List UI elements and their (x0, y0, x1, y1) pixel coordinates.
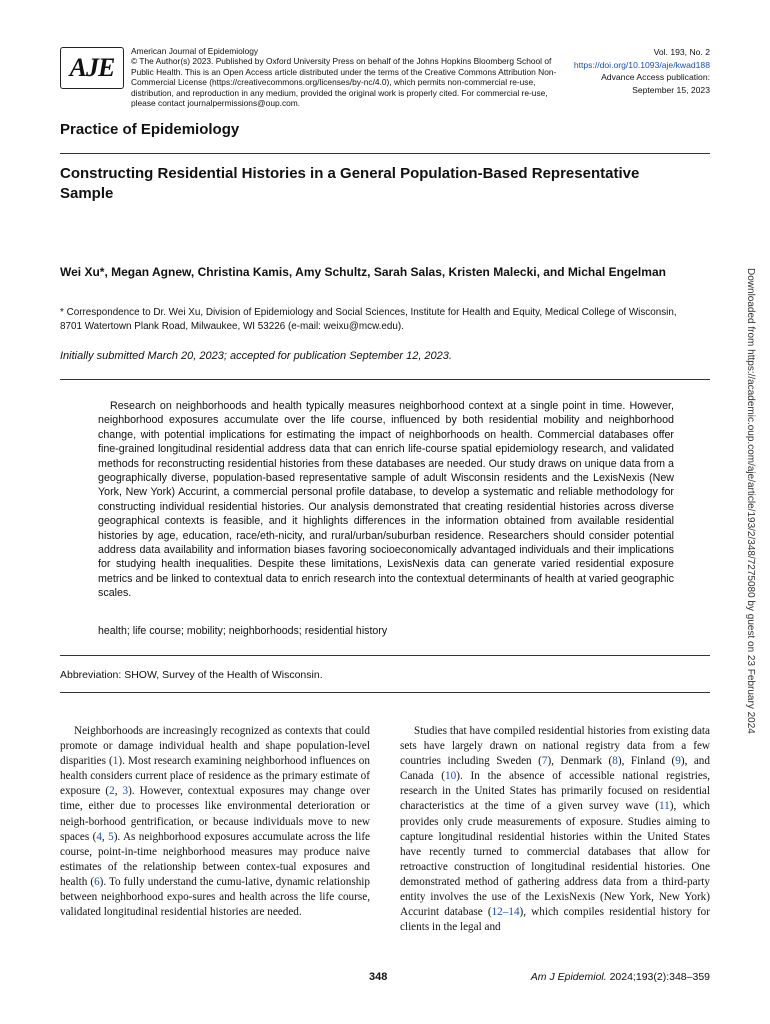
abstract-top-divider (60, 379, 710, 380)
citation-link[interactable]: 7 (541, 755, 548, 768)
footer-citation (531, 971, 710, 983)
section-heading: Practice of Epidemiology (60, 121, 240, 138)
copyright-notice: © The Author(s) 2023. Published by Oxford University Press on behalf of the Johns Hopkins Bloomberg School of Public Health. This is an Open Access article distributed under the terms of the Creative Commons Attribution Non-Commercial License (https://creativecommons.org/licenses/by-nc/4.0), which permits non-commercial re-use, distribution, and reproduction in any medium, provided the original work is properly cited. For commercial re-use, please contact journalpermissions@oup.com. (131, 56, 557, 109)
page-number: 348 (369, 971, 388, 983)
header-copyright-block (131, 46, 561, 108)
body-column-right: Studies that have compiled residential histories from existing data sets have largely drawn on national registry data from a few countries including Sweden (7), Denmark (8), Finland (9), and Canada (10). In the absence of accessible national registries, research in the United States has primarily focused on residential characteristics at the time of a given survey wave (11), which provides only crude measurements of exposure. Studies aiming to capture longitudinal residential histories within the United States have recently turned to commercial databases that allow for retroactive construction of longitudinal residential histories. One demonstrated method of gathering address data from a third-party entity involves the use of the LexisNexis (New York, New York) Accurint database (12–14), which compiles residential history for clients in the legal and (400, 725, 710, 934)
advance-access-label: Advance Access publication: (601, 72, 710, 83)
citation-link[interactable]: 8 (612, 755, 618, 768)
article-title: Constructing Residential Histories in a General Population-Based Representative Sample (60, 165, 640, 202)
keywords-divider (60, 655, 710, 656)
abbreviation-note: Abbreviation: SHOW, Survey of the Health of Wisconsin. (60, 669, 323, 681)
citation-link[interactable]: 3 (122, 785, 129, 798)
citation-link[interactable]: 6 (94, 875, 100, 888)
download-note: Downloaded from https://academic.oup.com/aje/article/193/2/348/7275080 by guest on 23 February 2024 (745, 268, 756, 734)
abbreviation-divider (60, 692, 710, 693)
citation-reference: 2024;193(2):348–359 (609, 971, 710, 983)
citation-link[interactable]: 5 (108, 830, 114, 843)
section-divider (60, 153, 710, 154)
author-list: Wei Xu*, Megan Agnew, Christina Kamis, Amy Schultz, Sarah Salas, Kristen Malecki, and Michal Engelman (60, 265, 666, 279)
submission-dates: Initially submitted March 20, 2023; accepted for publication September 12, 2023. (60, 350, 452, 362)
citation-link[interactable]: 9 (675, 755, 681, 768)
journal-name: American Journal of Epidemiology (131, 46, 259, 56)
abstract-text: Research on neighborhoods and health typically measures neighborhood context at a single point in time. However, neighborhood exposures accumulate over the life course, influenced by both residential mobility and neighborhood change, with potential implications for estimating the impact of neighborhoods on health. Commercial databases offer fine-grained longitudinal residential address data that can enrich life-course spatial epidemiology research, and validated methods for reconstructing residential histories from these databases are needed. Our study draws on unique data from a geographically diverse, population-based representative sample of adult Wisconsin residents and the LexisNexis (New York, New York) Accurint, a commercial personal profile database, to develop a systematic and reliable methodology for constructing individual residential histories. Our analysis demonstrated that creating residential histories across diverse geographical contexts is feasible, and it highlights differences in the information obtained from available residential histories by age, education, race/eth-nicity, and rural/urban/suburban residence. Researchers should consider potential address data availability and information biases favoring socioeconomically advantaged individuals and their implications for studying health inequalities. Despite these limitations, LexisNexis data can generate varied residential exposure metrics and be linked to contextual data to enrich research into the contextual determinants of health at varied geographic scales. (98, 400, 674, 600)
header-publication-info (510, 46, 710, 96)
body-column-left: Neighborhoods are increasingly recognized as contexts that could promote or damage individual health and shape population-level disparities (1). Most research examining neighborhood influences on health considers current place of residence as the primary estimate of exposure (2, 3). However, contextual exposures may change over time, either due to processes like environmental deterioration or neigh-borhood gentrification, or because individuals move to new spaces (4, 5). As neighborhood exposures accumulate across the life course, point-in-time neighborhood measures may produce naive estimates of the relationship between contex-tual exposures and health (6). To fully understand the cumu-lative, dynamic relationship between neighborhood expo-sures and health across the life course, validated longitudinal residential histories are needed. (60, 725, 371, 919)
citation-link[interactable]: 10 (445, 770, 457, 783)
logo-text: AJE (69, 53, 115, 82)
doi-link[interactable]: https://doi.org/10.1093/aje/kwad188 (573, 59, 710, 70)
download-sidebar (744, 268, 756, 768)
citation-link[interactable]: 12–14 (491, 906, 520, 919)
correspondence-note: * Correspondence to Dr. Wei Xu, Division of Epidemiology and Social Sciences, Institute for Health and Equity, Medical College of Wisconsin, 8701 Watertown Plank Road, Milwaukee, WI 53226 (e-mail: weixu@mcw.edu). (60, 307, 677, 332)
citation-link[interactable]: 11 (659, 800, 670, 813)
volume-issue: Vol. 193, No. 2 (653, 47, 710, 57)
keywords: health; life course; mobility; neighborhoods; residential history (98, 625, 388, 637)
citation-journal: Am J Epidemiol. (530, 971, 607, 983)
citation-link[interactable]: 4 (96, 830, 102, 843)
publication-date: September 15, 2023 (632, 84, 710, 95)
journal-logo (60, 47, 124, 89)
citation-link[interactable]: 2 (109, 785, 115, 798)
citation-link[interactable]: 1 (112, 755, 119, 768)
